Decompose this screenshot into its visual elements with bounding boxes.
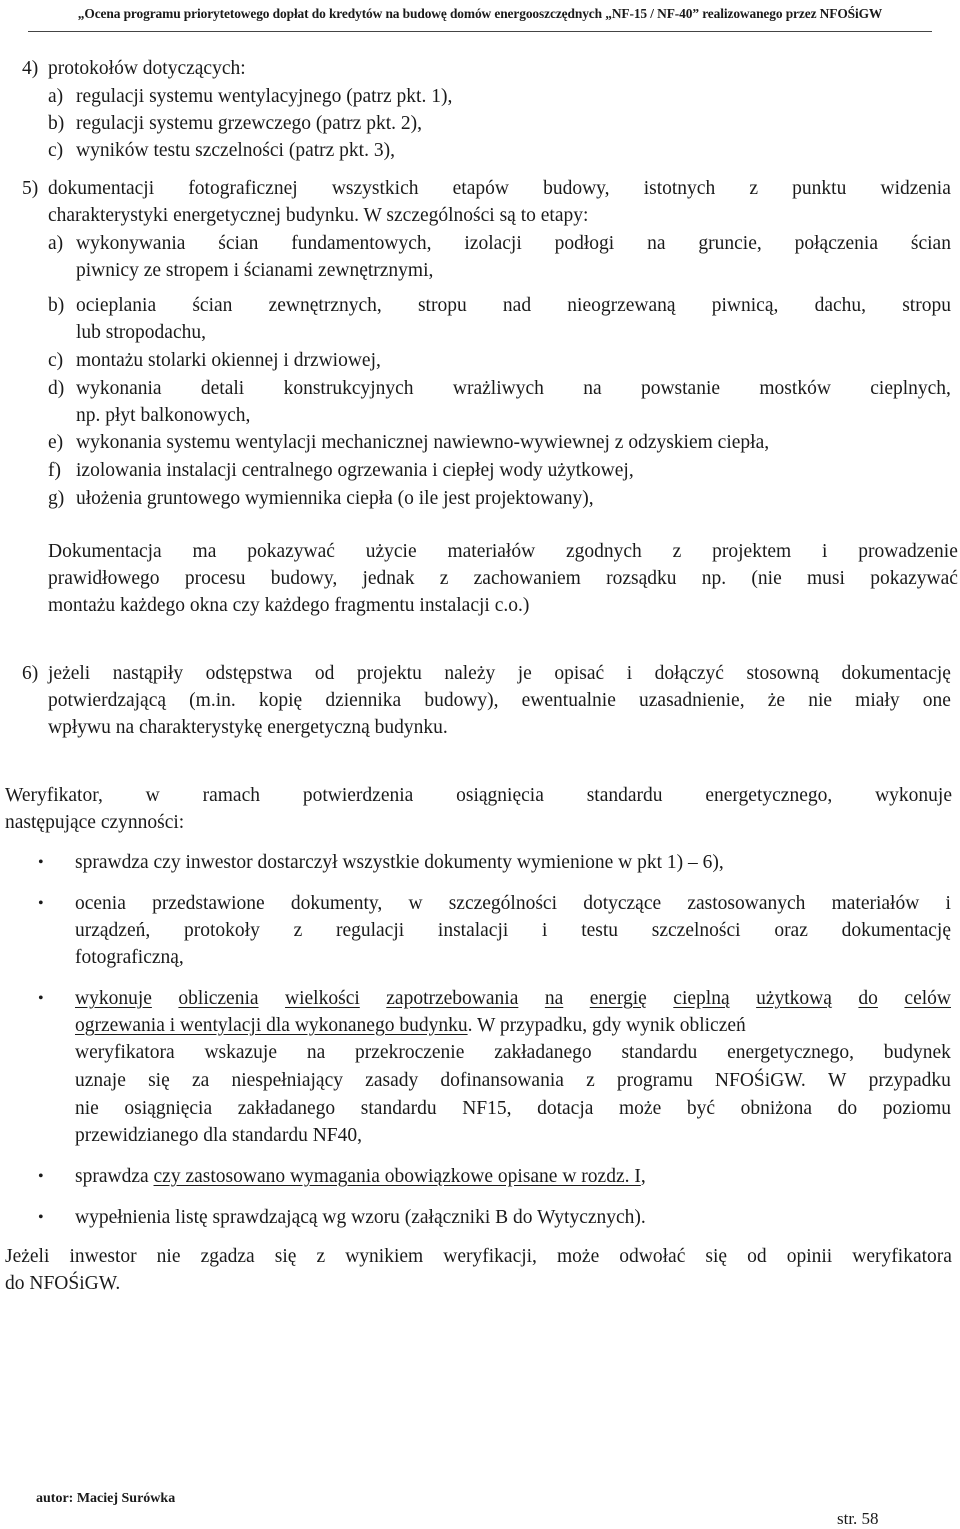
bullet-dot: • [38, 895, 44, 912]
bullet-4-line-1 [75, 1165, 646, 1189]
item-5d-line-1: wykonania detali konstrukcyjnych wrażliwych na powstanie mostków cieplnych, [76, 378, 951, 399]
item-5c-line-1: montażu stolarki okiennej i drzwiowej, [76, 350, 381, 371]
bullet-dot: • [38, 854, 44, 871]
item-5a-line-1: wykonywania ścian fundamentowych, izolacji podłogi na gruncie, połączenia ścian [76, 233, 951, 254]
bullet-3-underlined-line-1: wykonuje obliczenia wielkości zapotrzebowania na energię cieplną użytkową do celów [75, 988, 951, 1009]
item-5g-line-1: ułożenia gruntowego wymiennika ciepła (o ile jest projektowany), [76, 488, 594, 509]
bullet-3-line-5: nie osiągnięcia zakładanego standardu NF15, dotacja może być obniżona do poziomu [75, 1098, 951, 1119]
item-5e-label: e) [48, 432, 64, 453]
bullet-1-line-1: sprawdza czy inwestor dostarczył wszystkie dokumenty wymienione w pkt 1) – 6), [75, 852, 724, 873]
item-5c-label: c) [48, 350, 64, 371]
bullet-dot: • [38, 1209, 44, 1226]
bullet-2-line-3: fotograficzną, [75, 947, 184, 968]
item-5e-line-1: wykonania systemu wentylacji mechanicznej nawiewno-wywiewnej z odzyskiem ciepła, [76, 432, 770, 453]
verifier-intro-line-2: następujące czynności: [5, 812, 185, 833]
bullet-3-line-4: uznaje się za niespełniający zasady dofinansowania z programu NFOŚiGW. W przypadku [75, 1070, 951, 1091]
item-5-line-1: dokumentacji fotograficznej wszystkich etapów budowy, istotnych z punktu widzenia [48, 178, 951, 199]
item-6-label: 6) [22, 663, 39, 684]
item-5f-label: f) [48, 460, 61, 481]
bullet-3-underlined-line-2: ogrzewania i wentylacji dla wykonanego budynku [75, 1015, 468, 1036]
item-4-label: 4) [22, 58, 39, 79]
item-5f-line-1: izolowania instalacji centralnego ogrzewania i ciepłej wody użytkowej, [76, 460, 634, 481]
bullet-4-underlined: czy zastosowano wymagania obowiązkowe opisane w rozdz. I [153, 1166, 641, 1187]
bullet-3-line-3: weryfikatora wskazuje na przekroczenie zakładanego standardu energetycznego, budynek [75, 1042, 951, 1063]
bullet-3-line-2 [75, 1014, 746, 1038]
bullet-2-line-2: urządzeń, protokoły z regulacji instalacji i testu szczelności oraz dokumentację [75, 920, 951, 941]
item-5g-label: g) [48, 488, 65, 509]
item-5-line-2: charakterystyki energetycznej budynku. W szczególności są to etapy: [48, 205, 589, 226]
item-5a-line-2: piwnicy ze stropem i ścianami zewnętrznymi, [76, 260, 434, 281]
item-6-line-1: jeżeli nastąpiły odstępstwa od projektu należy je opisać i dołączyć stosowną dokumentację [48, 663, 951, 684]
item-6-line-2: potwierdzającą (m.in. kopię dziennika budowy), ewentualnie uzasadnienie, że nie miały one [48, 690, 951, 711]
item-6-line-3: wpływu na charakterystykę energetyczną budynku. [48, 717, 448, 738]
item-5-label: 5) [22, 178, 39, 199]
item-5a-label: a) [48, 233, 64, 254]
bullet-4-suffix: , [640, 1166, 646, 1187]
item-4a-text: regulacji systemu wentylacyjnego (patrz pkt. 1), [76, 86, 453, 107]
bullet-3-line-2-rest: . W przypadku, gdy wynik obliczeń [467, 1015, 746, 1036]
bullet-2-line-1: ocenia przedstawione dokumenty, w szczególności dotyczące zastosowanych materiałów i [75, 893, 951, 914]
footer-author: autor: Maciej Surówka [36, 1491, 176, 1506]
item-4a-label: a) [48, 86, 64, 107]
bullet-dot: • [38, 990, 44, 1007]
item-4b-text: regulacji systemu grzewczego (patrz pkt. 2), [76, 113, 422, 134]
item-5d-label: d) [48, 378, 65, 399]
item-4-text: protokołów dotyczących: [48, 58, 246, 79]
bullet-dot: • [38, 1168, 44, 1185]
item-4b-label: b) [48, 113, 65, 134]
verifier-intro-line-1: Weryfikator, w ramach potwierdzenia osiągnięcia standardu energetycznego, wykonuje [5, 785, 952, 806]
note-line-3: montażu każdego okna czy każdego fragmentu instalacji c.o.) [48, 595, 530, 616]
note-line-1: Dokumentacja ma pokazywać użycie materiałów zgodnych z projektem i prowadzenie [48, 541, 958, 562]
bullet-3-line-6: przewidzianego dla standardu NF40, [75, 1125, 362, 1146]
item-4c-text: wyników testu szczelności (patrz pkt. 3), [76, 140, 395, 161]
bullet-5-line-1: wypełnienia listę sprawdzającą wg wzoru (załączniki B do Wytycznych). [75, 1207, 646, 1228]
item-5d-line-2: np. płyt balkonowych, [76, 405, 251, 426]
item-5b-line-2: lub stropodachu, [76, 322, 206, 343]
page-number: str. 58 [837, 1509, 879, 1528]
item-5b-line-1: ocieplania ścian zewnętrznych, stropu nad nieogrzewaną piwnicą, dachu, stropu [76, 295, 951, 316]
bullet-4-prefix: sprawdza [75, 1166, 154, 1187]
item-4c-label: c) [48, 140, 64, 161]
item-5b-label: b) [48, 295, 65, 316]
header-divider [28, 31, 932, 32]
closing-line-2: do NFOŚiGW. [5, 1273, 121, 1294]
note-line-2: prawidłowego procesu budowy, jednak z zachowaniem rozsądku np. (nie musi pokazywać [48, 568, 958, 589]
running-header: „Ocena programu priorytetowego dopłat do kredytów na budowę domów energooszczędnych „NF-15 / NF-40” realizowanego przez NFOŚiGW [77, 6, 883, 21]
closing-line-1: Jeżeli inwestor nie zgadza się z wynikiem weryfikacji, może odwołać się od opinii weryfikatora [5, 1246, 952, 1267]
